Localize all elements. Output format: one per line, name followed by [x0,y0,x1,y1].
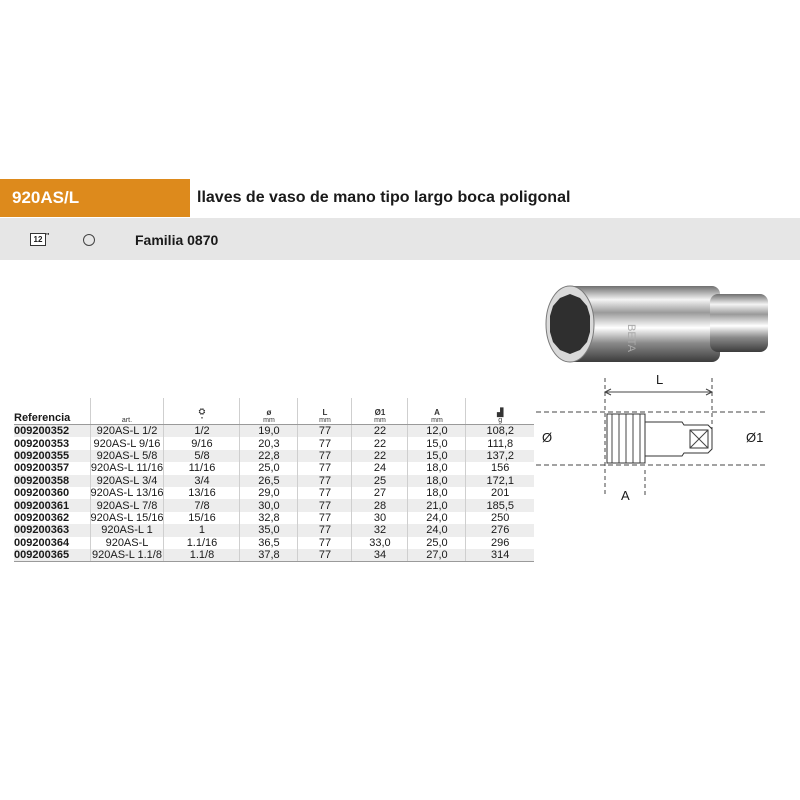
table-cell: 009200353 [14,437,90,449]
column-header [466,398,534,425]
table-row [14,425,534,438]
table-cell: 12,0 [408,425,466,438]
column-header [164,398,240,425]
table-cell: 77 [298,499,352,511]
svg-text:BETA: BETA [625,324,637,352]
table-cell: 920AS-L 9/16 [90,437,164,449]
column-header [90,398,164,425]
column-header-unit: " [200,417,204,424]
table-cell: 30,0 [240,499,298,511]
table-cell: 21,0 [408,499,466,511]
table-cell: 32,8 [240,512,298,524]
column-header-unit: mm [319,417,331,424]
table-cell: 15,0 [408,437,466,449]
table-cell: 77 [298,524,352,536]
table-cell: 27 [352,487,408,499]
table-cell: 1.1/16 [164,537,240,549]
table-cell: 20,3 [240,437,298,449]
table-cell: 35,0 [240,524,298,536]
table-row [14,475,534,487]
table-cell: 15/16 [164,512,240,524]
circle-icon [83,234,95,246]
table-cell: 1 [164,524,240,536]
spec-table [14,398,534,562]
table-cell: 009200364 [14,537,90,549]
table-cell: 22 [352,437,408,449]
table-cell: 22 [352,450,408,462]
table-cell: 920AS-L 15/16 [90,511,164,524]
column-header-unit: g [498,417,503,424]
table-row [14,487,534,499]
table-cell: 108,2 [466,425,534,438]
table-row [14,462,534,474]
table-cell: 28 [352,499,408,511]
table-row [14,549,534,562]
table-cell: 920AS-L 7/8 [90,499,164,511]
column-header-symbol: Ø1 [374,408,386,417]
table-cell: 77 [298,475,352,487]
table-cell: 009200362 [14,512,90,524]
table-cell: 25,0 [240,462,298,474]
table-cell: 009200361 [14,499,90,511]
table-cell: 920AS-L 11/16 [90,462,164,475]
table-cell: 009200355 [14,450,90,462]
product-code: 920AS/L [0,179,190,217]
table-cell: 25 [352,475,408,487]
table-cell: 24,0 [408,512,466,524]
table-cell: 1/2 [164,425,240,438]
table-row [14,524,534,536]
table-cell: 24 [352,462,408,474]
dim-label-diameter: Ø [542,430,553,445]
table-row [14,437,534,449]
table-cell: 009200352 [14,425,90,438]
table-cell: 3/4 [164,475,240,487]
table-row [14,499,534,511]
table-cell: 26,5 [240,475,298,487]
table-cell: 5/8 [164,450,240,462]
column-header-unit: mm [431,417,443,424]
table-cell: 009200363 [14,524,90,536]
table-cell: 34 [352,549,408,562]
table-cell: 111,8 [466,437,534,449]
table-cell: 11/16 [164,462,240,474]
table-cell: 172,1 [466,475,534,487]
table-cell: 36,5 [240,537,298,549]
table-header [14,398,534,425]
table-cell: 009200357 [14,462,90,474]
table-cell: 32 [352,524,408,536]
column-header-symbol: L [322,408,328,417]
table-cell: 18,0 [408,475,466,487]
table-cell: 33,0 [352,537,408,549]
table-cell: 77 [298,512,352,524]
table-cell: 25,0 [408,537,466,549]
column-header-symbol: ▟ [497,408,504,417]
table-cell: 29,0 [240,487,298,499]
column-header-label: art. [121,417,133,424]
family-label: Familia 0870 [135,232,219,248]
table-cell: 1.1/8 [164,549,240,562]
table-cell: 22,8 [240,450,298,462]
table-cell: 77 [298,462,352,474]
dim-label-diameter1: Ø1 [746,430,764,445]
column-header [14,398,90,425]
table-cell: 27,0 [408,549,466,562]
table-cell: 201 [466,487,534,499]
table-cell: 24,0 [408,524,466,536]
table-cell: 77 [298,450,352,462]
table-cell: 009200360 [14,487,90,499]
column-header-label: Referencia [14,412,71,424]
table-cell: 920AS-L [90,537,164,549]
column-header-symbol: ⛭ [198,407,206,416]
product-title: llaves de vaso de mano tipo largo boca poligonal [197,189,571,206]
table-cell: 9/16 [164,437,240,449]
table-cell: 276 [466,524,534,536]
table-cell: 920AS-L 3/4 [90,475,164,487]
dim-label-A: A [621,488,630,503]
table-cell: 009200358 [14,475,90,487]
table-cell: 920AS-L 13/16 [90,487,164,500]
drive-icon-label: 12 [33,235,43,244]
column-header [408,398,466,425]
table-cell: 19,0 [240,425,298,438]
table-cell: 156 [466,462,534,474]
dim-label-L: L [656,372,664,387]
table-cell: 77 [298,425,352,438]
table-row [14,537,534,549]
table-row [14,450,534,462]
column-header-unit: mm [374,417,386,424]
table-cell: 185,5 [466,499,534,511]
socket-photo [540,282,775,367]
table-cell: 920AS-L 5/8 [90,450,164,462]
column-header [298,398,352,425]
table-cell: 250 [466,512,534,524]
technical-drawing [532,370,800,515]
column-header-symbol: ø [266,408,272,417]
table-cell: 13/16 [164,487,240,499]
table-cell: 15,0 [408,450,466,462]
column-header-unit: mm [263,417,275,424]
table-row [14,512,534,524]
table-cell: 77 [298,487,352,499]
table-cell: 18,0 [408,487,466,499]
table-cell: 920AS-L 1/2 [90,425,164,438]
family-bar [0,218,800,260]
table-cell: 18,0 [408,462,466,474]
table-cell: 920AS-L 1.1/8 [90,549,164,562]
table-cell: 009200365 [14,549,90,562]
table-cell: 30 [352,512,408,524]
column-header [240,398,298,425]
table-cell: 137,2 [466,450,534,462]
twelve-point-drive-icon [30,233,50,246]
table-cell: 7/8 [164,499,240,511]
table-cell: 920AS-L 1 [90,524,164,536]
table-cell: 22 [352,425,408,438]
table-cell: 314 [466,549,534,562]
table-cell: 77 [298,549,352,562]
table-body [14,425,534,562]
table-cell: 77 [298,437,352,449]
column-header-symbol: A [434,408,440,417]
table-cell: 296 [466,537,534,549]
table-cell: 37,8 [240,549,298,562]
column-header [352,398,408,425]
table-cell: 77 [298,537,352,549]
drive-icon-suffix: " [46,233,50,240]
